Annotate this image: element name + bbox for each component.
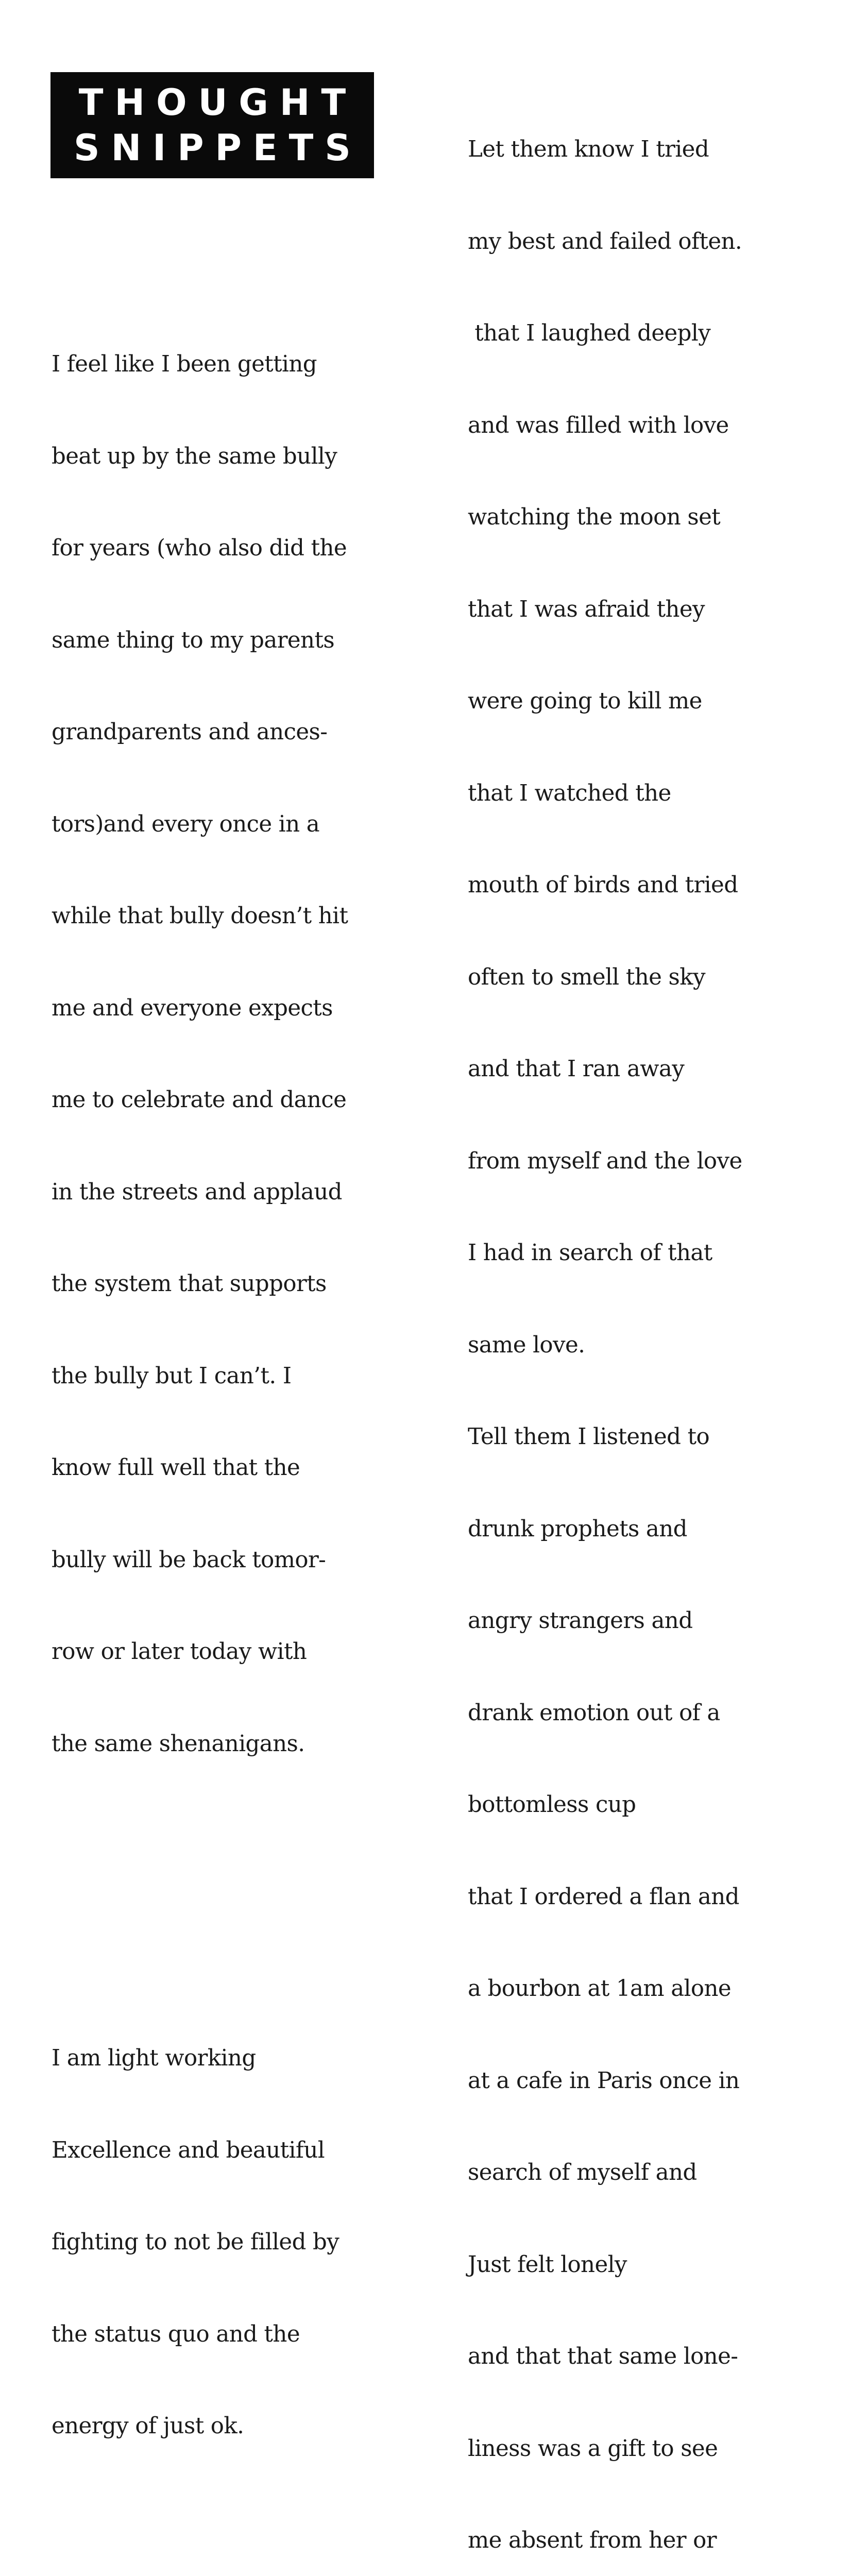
poem-line: angry strangers and bbox=[468, 1606, 808, 1637]
poem-line: the same shenanigans. bbox=[52, 1729, 381, 1760]
poem-line: me to celebrate and dance bbox=[52, 1085, 381, 1116]
poem-line: same love. bbox=[468, 1330, 808, 1361]
left-column bbox=[52, 227, 381, 2576]
poem-line: that I was afraid they bbox=[468, 595, 808, 625]
poem-line: from myself and the love bbox=[468, 1146, 808, 1177]
poem-line: the bully but I can’t. I bbox=[52, 1361, 381, 1392]
poem-line: often to smell the sky bbox=[468, 962, 808, 993]
poem-line: a bourbon at 1am alone bbox=[468, 1974, 808, 2005]
poem-line: drank emotion out of a bbox=[468, 1698, 808, 1729]
poem-line: energy of just ok. bbox=[52, 2411, 381, 2442]
stanza-bully bbox=[52, 288, 381, 1821]
poem-line: mouth of birds and tried bbox=[468, 870, 808, 901]
poem-line: row or later today with bbox=[52, 1637, 381, 1668]
poem-line: tors)and every once in a bbox=[52, 809, 381, 840]
stanza-gap bbox=[52, 2565, 381, 2576]
poem-line: at a cafe in Paris once in bbox=[468, 2066, 808, 2097]
poem-line: me absent from her or bbox=[468, 2526, 808, 2556]
poem-line: Excellence and beautiful bbox=[52, 2136, 381, 2166]
poem-line: beat up by the same bully bbox=[52, 442, 381, 472]
poem-line: for years (who also did the bbox=[52, 533, 381, 564]
poem-line: fighting to not be filled by bbox=[52, 2227, 381, 2258]
poem-line: know full well that the bbox=[52, 1453, 381, 1484]
poem-line: grandparents and ances- bbox=[52, 717, 381, 748]
poem-line: Tell them I listened to bbox=[468, 1422, 808, 1453]
poem-line: and was filled with love bbox=[468, 411, 808, 442]
poem-line: that I ordered a flan and bbox=[468, 1882, 808, 1913]
title-banner bbox=[50, 72, 374, 178]
poem-line: Just felt lonely bbox=[468, 2250, 808, 2281]
poem-line: I feel like I been getting bbox=[52, 349, 381, 380]
poem-line: in the streets and applaud bbox=[52, 1177, 381, 1208]
poem-line: Let them know I tried bbox=[468, 134, 808, 165]
title-line-2: SNIPPETS bbox=[62, 125, 362, 171]
poem-line: and that I ran away bbox=[468, 1054, 808, 1085]
title-line-1: THOUGHT bbox=[67, 80, 357, 125]
poem-line: drunk prophets and bbox=[468, 1514, 808, 1545]
poem-line: search of myself and bbox=[468, 2158, 808, 2189]
poem-line: my best and failed often. bbox=[468, 227, 808, 258]
poem-line: while that bully doesn’t hit bbox=[52, 901, 381, 932]
poem-line: bottomless cup bbox=[468, 1790, 808, 1821]
poem-line: me and everyone expects bbox=[52, 993, 381, 1024]
poem-line: were going to kill me bbox=[468, 686, 808, 717]
right-column bbox=[468, 73, 808, 2576]
poem-line: the system that supports bbox=[52, 1269, 381, 1300]
poem-line: I had in search of that bbox=[468, 1238, 808, 1269]
poem-line: liness was a gift to see bbox=[468, 2434, 808, 2465]
poem-line: bully will be back tomor- bbox=[52, 1545, 381, 1576]
stanza-light-working bbox=[52, 1982, 381, 2503]
stanza-gap bbox=[52, 1882, 381, 1921]
poem-line: same thing to my parents bbox=[52, 625, 381, 656]
poem-line: that I laughed deeply bbox=[468, 318, 808, 349]
poem-line: watching the moon set bbox=[468, 502, 808, 533]
poem-line: and that that same lone- bbox=[468, 2342, 808, 2372]
poem-line: that I watched the bbox=[468, 778, 808, 809]
poem-line: the status quo and the bbox=[52, 2319, 381, 2350]
poem-line: I am light working bbox=[52, 2043, 381, 2074]
